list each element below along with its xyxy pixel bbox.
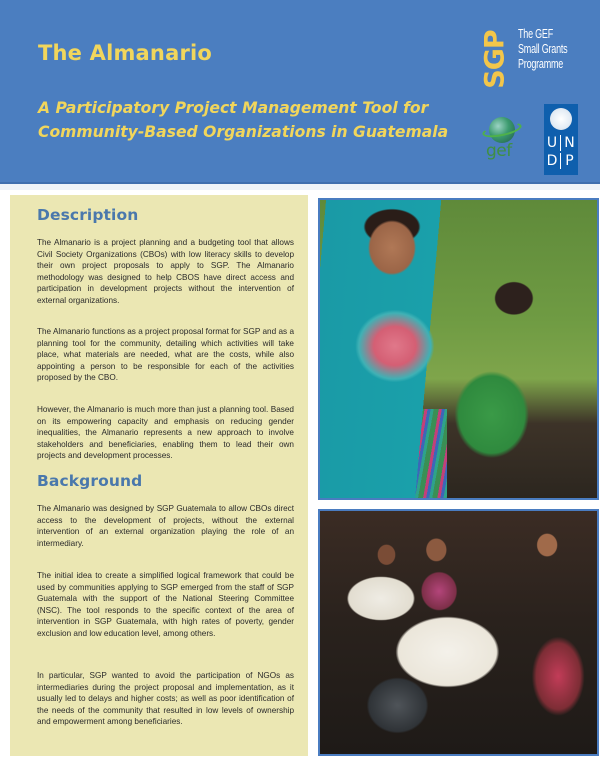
text-panel	[10, 195, 308, 756]
photo-community-meeting	[318, 509, 599, 756]
description-paragraph-3: However, the Almanario is much more than just a planning tool. Based on its empowering capacity and emphasis on reducing gender inequalities, the Almanario represents a new approach to involve stakeholders and beneficiaries, enabling them to lead their own projects and development processes.	[37, 405, 294, 460]
undp-letters: U N D P	[544, 135, 578, 169]
description-heading: Description	[37, 206, 139, 224]
gef-logo-text: gef	[486, 141, 512, 161]
sgp-logo	[479, 26, 591, 90]
header-banner	[0, 0, 600, 184]
un-emblem-icon	[550, 108, 572, 130]
photo-women-planting	[318, 198, 599, 500]
document-subtitle: A Participatory Project Management Tool for Community-Based Organizations in Guatemala	[38, 99, 449, 141]
description-paragraph-2: The Almanario functions as a project proposal format for SGP and as a planning tool for the community, detailing which activities will take place, what materials are needed, what are the costs, while also appointing a person to be responsible for each of the activities proposed by the CBO.	[37, 327, 294, 382]
sgp-mark-icon: SGP	[479, 29, 511, 89]
undp-logo	[544, 104, 578, 175]
header-divider	[0, 184, 600, 190]
sgp-logo-text: The GEF Small Grants Programme	[518, 27, 568, 71]
description-paragraph-1: The Almanario is a project planning and a budgeting tool that allows Civil Society Organizations (CBOs) with low literacy skills to develop their own project proposals to apply to SGP. The Almanario methodology was designed to help CBOS have direct access and participation in development projects without the intervention of external organizations.	[37, 238, 294, 305]
document-title: The Almanario	[38, 41, 213, 65]
background-paragraph-2: The initial idea to create a simplified logical framework that could be used by communities applying to SGP emerged from the staff of SGP Guatemala with the support of the National Steering Committee (NSC). The tool responds to the specific context of the area of intervention in SGP Guatemala, with high rates of poverty, gender exclusion and low education level, among others.	[37, 571, 294, 638]
background-heading: Background	[37, 472, 143, 490]
background-paragraph-1: The Almanario was designed by SGP Guatemala to allow CBOs direct access to the development of projects, without the external intervention of an external organization playing the role of an intermediary.	[37, 504, 294, 548]
background-paragraph-3: In particular, SGP wanted to avoid the participation of NGOs as intermediaries during the project proposal and implementation, as it usually led to delays and higher costs; as well as poor identification of the needs of the community that resulted in low levels of ownership and empowerment among beneficiaries.	[37, 671, 294, 726]
gef-logo	[481, 117, 523, 171]
